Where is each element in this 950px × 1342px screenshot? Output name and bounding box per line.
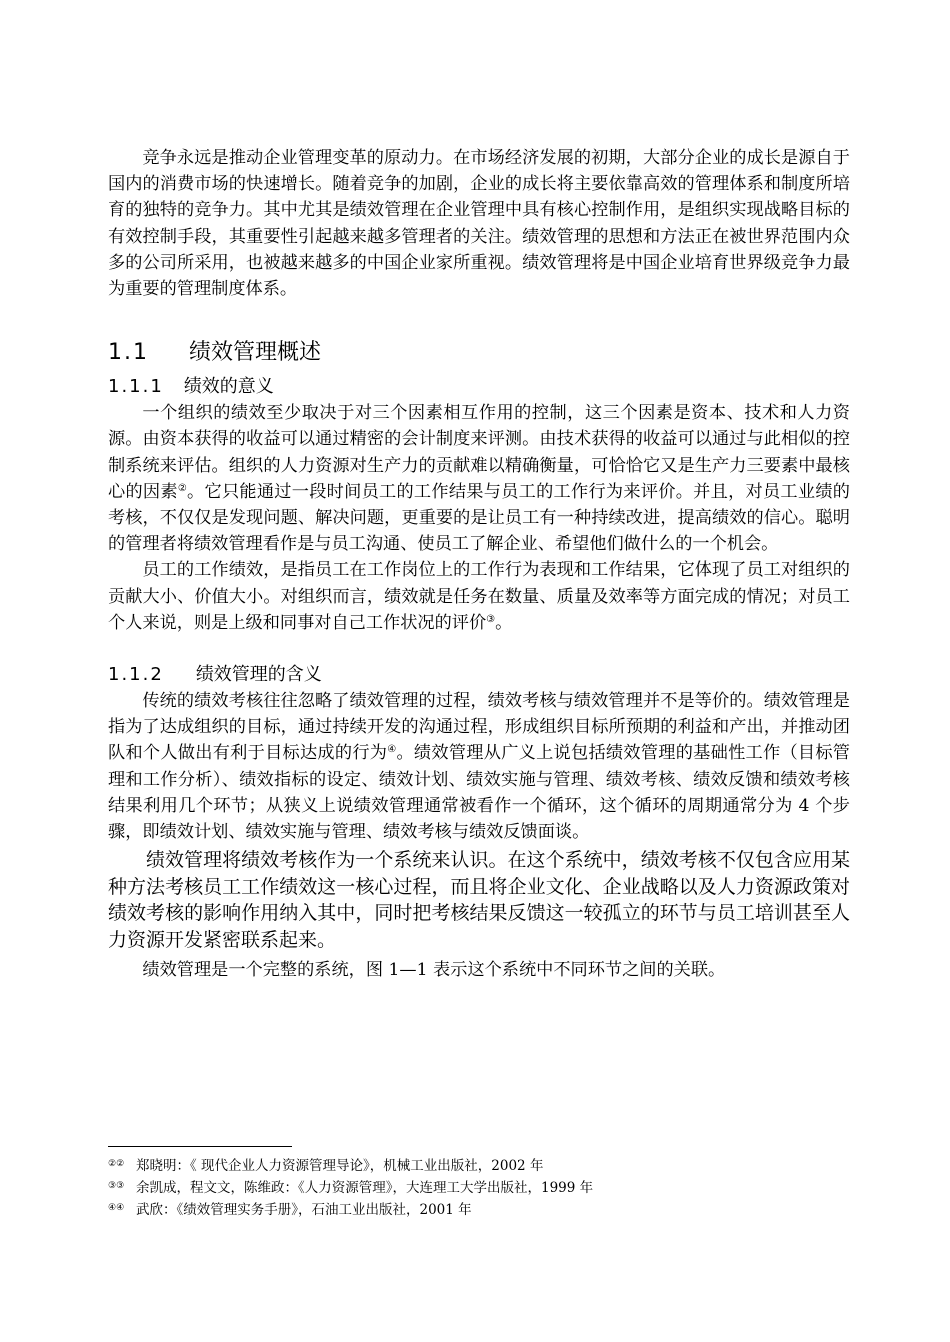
footnote-ref-4[interactable]: ④ bbox=[387, 744, 397, 756]
footnote-item: ②② 郑晓明：《 现代企业人力资源管理导论》，机械工业出版社，2002 年 bbox=[108, 1158, 544, 1174]
footnote-item: ③③ 余凯成，程文文，陈维政：《人力资源管理》，大连理工大学出版社，1999 年 bbox=[108, 1180, 594, 1196]
section-number: 1.1 bbox=[108, 340, 149, 366]
footnote-ref-2[interactable]: ② bbox=[177, 482, 188, 494]
meaning-paragraph-2: 员工的工作绩效，是指员工在工作岗位上的工作行为表现和工作结果，它体现了员工对组织的贡献大小、价值大小。对组织而言，绩效就是任务在数量、质量及效率等方面完成的情况；对员工个人来说，则是上级和同事对自己工作状况的评价③。 bbox=[108, 560, 850, 633]
footnote-divider bbox=[108, 1146, 292, 1147]
section-heading-1-1 bbox=[108, 336, 850, 370]
footnotes bbox=[108, 1154, 850, 1220]
definition-paragraph-2: 绩效管理将绩效考核作为一个系统来认识。在这个系统中，绩效考核不仅包含应用某种方法考核员工工作绩效这一核心过程，而且将企业文化、企业战略以及人力资源政策对绩效考核的影响作用纳入其中，同时把考核结果反馈这一较孤立的环节与员工培训甚至人力资源开发紧密联系起来。 bbox=[108, 849, 850, 951]
subsection-title: 绩效管理的含义 bbox=[195, 664, 322, 686]
definition-paragraph-1: 传统的绩效考核往往忽略了绩效管理的过程，绩效考核与绩效管理并不是等价的。绩效管理是指为了达成组织的目标，通过持续开发的沟通过程，形成组织目标所预期的利益和产出，并推动团队和个人做出有利于目标达成的行为④。绩效管理从广义上说包括绩效管理的基础性工作（目标管理和工作分析）、绩效指标的设定、绩效计划、绩效实施与管理、绩效考核、绩效反馈和绩效考核结果利用几个环节；从狭义上说绩效管理通常被看作一个循环，这个循环的周期通常分为 4 个步骤，即绩效计划、绩效实施与管理、绩效考核与绩效反馈面谈。 bbox=[108, 691, 850, 843]
footnote-item: ④④ 武欣：《绩效管理实务手册》，石油工业出版社，2001 年 bbox=[108, 1202, 472, 1218]
footnote-ref-3[interactable]: ③ bbox=[486, 613, 496, 625]
subsection-number: 1.1.2 bbox=[108, 664, 164, 686]
document-body bbox=[108, 145, 850, 983]
section-heading-1-1-1 bbox=[108, 374, 850, 400]
subsection-title: 绩效的意义 bbox=[183, 376, 274, 398]
meaning-paragraph-1: 一个组织的绩效至少取决于对三个因素相互作用的控制，这三个因素是资本、技术和人力资源。由资本获得的收益可以通过精密的会计制度来评测。由技术获得的收益可以通过与此相似的控制系统来评估。组织的人力资源对生产力的贡献难以精确衡量，可恰恰它又是生产力三要素中最核心的因素②。它只能通过一段时间员工的工作结果与员工的工作行为来评价。并且，对员工业绩的考核，不仅仅是发现问题、解决问题，更重要的是让员工有一种持续改进，提高绩效的信心。聪明的管理者将绩效管理看作是与员工沟通、使员工了解企业、希望他们做什么的一个机会。 bbox=[108, 403, 850, 555]
definition-paragraph-3: 绩效管理是一个完整的系统，图 1—1 表示这个系统中不同环节之间的关联。 bbox=[142, 960, 726, 981]
subsection-number: 1.1.1 bbox=[108, 376, 164, 398]
section-heading-1-1-2 bbox=[108, 662, 850, 688]
section-title: 绩效管理概述 bbox=[189, 340, 322, 366]
intro-paragraph: 竞争永远是推动企业管理变革的原动力。在市场经济发展的初期，大部分企业的成长是源自于国内的消费市场的快速增长。随着竞争的加剧，企业的成长将主要依靠高效的管理体系和制度所培育的独特的竞争力。其中尤其是绩效管理在企业管理中具有核心控制作用，是组织实现战略目标的有效控制手段，其重要性引起越来越多管理者的关注。绩效管理的思想和方法正在被世界范围内众多的公司所采用，也被越来越多的中国企业家所重视。绩效管理将是中国企业培育世界级竞争力最为重要的管理制度体系。 bbox=[108, 148, 850, 300]
